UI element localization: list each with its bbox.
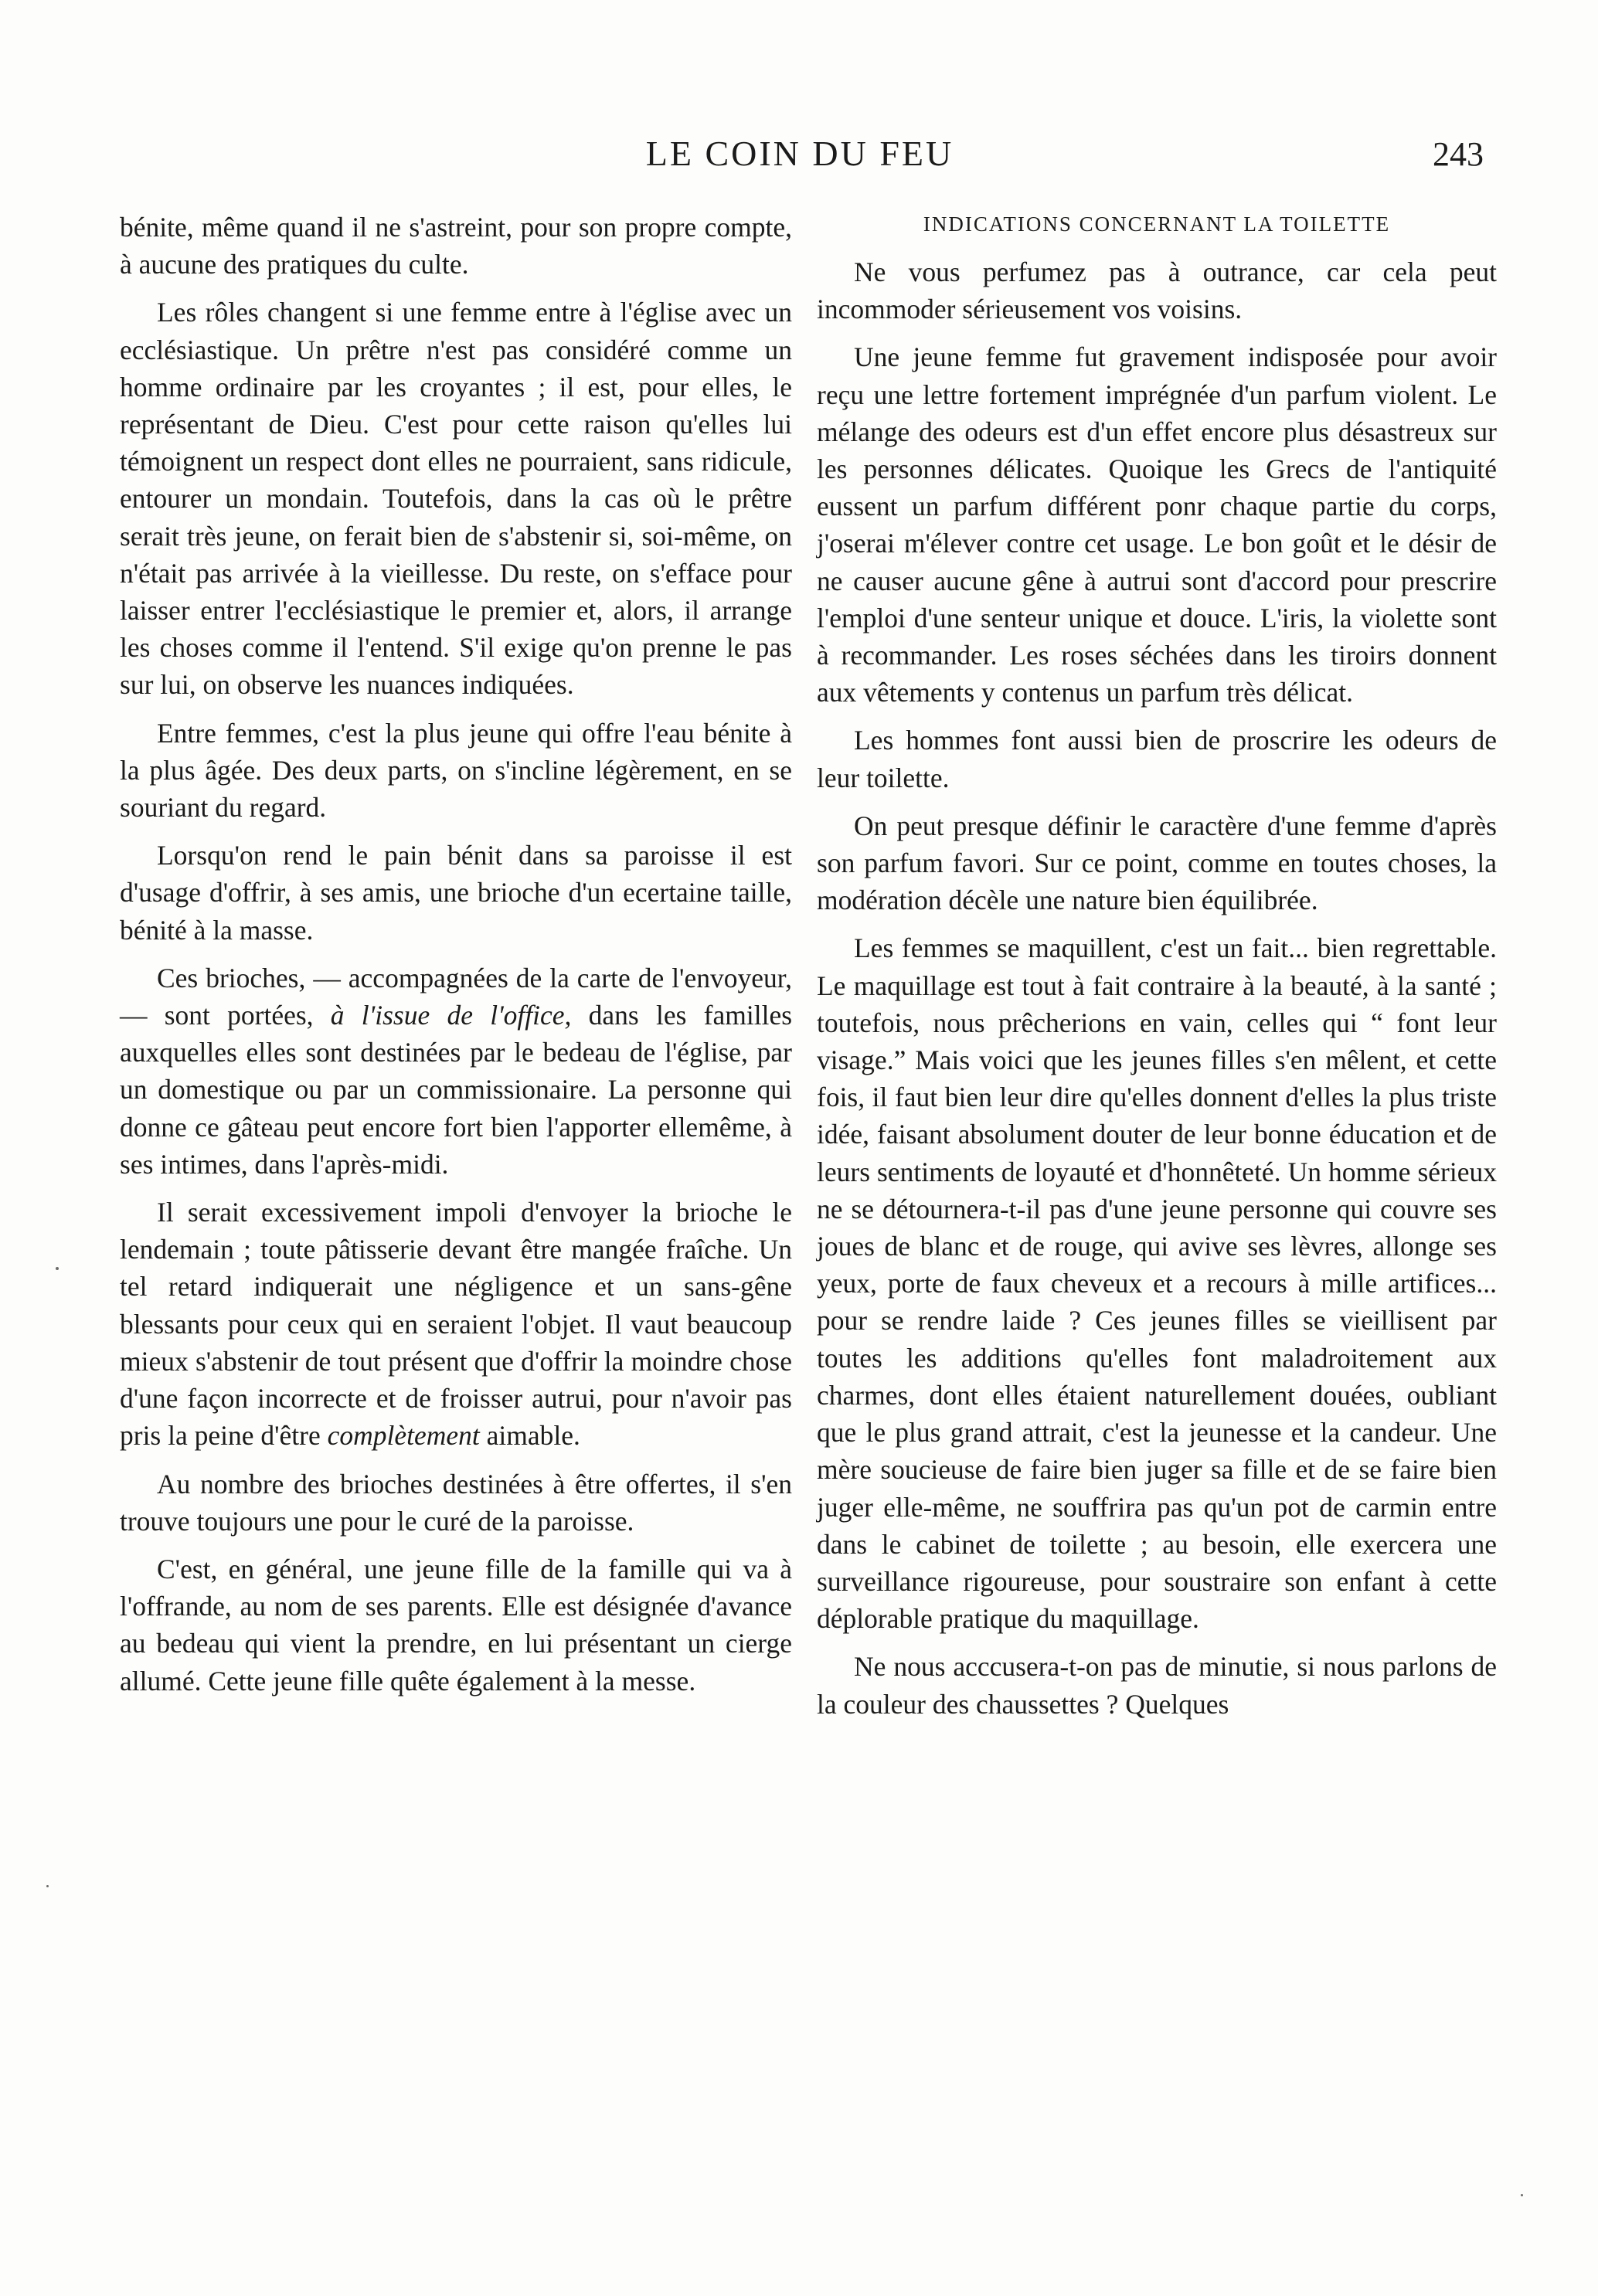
print-speck — [56, 1267, 59, 1270]
paragraph: Les rôles changent si une femme entre à l'église avec un ecclésiastique. Un prêtre n'est pas considéré comme un homme ordinaire par les croyantes ; il est, pour elles, le représentant de Dieu. C'est pour cette raison qu'elles lui témoignent un respect dont elles ne pourraient, sans ridicule, entourer un mondain. Toutefois, dans la cas où le prêtre serait très jeune, on ferait bien de s'abstenir si, soi-même, on n'était pas arrivée à la vieillesse. Du reste, on s'efface pour laisser entrer l'ecclésiastique le premier et, alors, il arrange les choses comme il l'entend. S'il exige qu'on prenne le pas sur lui, on observe les nuances indiquées. — [120, 297, 792, 701]
section-heading: INDICATIONS CONCERNANT LA TOILETTE — [923, 212, 1391, 236]
paragraph: Entre femmes, c'est la plus jeune qui offre l'eau bénite à la plus âgée. Des deux parts, on s'incline légèrement, en se souriant du regard. — [120, 717, 792, 824]
right-column — [817, 209, 1497, 1734]
paragraph — [120, 959, 792, 1183]
paragraph: bénite, même quand il ne s'astreint, pour son propre compte, à aucune des pratiques du culte. — [120, 212, 792, 280]
left-column — [120, 209, 792, 1710]
italic-phrase: complètement — [327, 1420, 480, 1452]
paragraph: Une jeune femme fut gravement indisposée pour avoir reçu une lettre fortement imprégnée d'un parfum violent. Le mélange des odeurs est d'un effet encore plus désastreux sur les personnes délicates. Quoique les Grecs de l'antiquité eussent un parfum différent ponr chaque partie du corps, j'oserai m'élever contre cet usage. Le bon goût et le désir de ne causer aucune gêne à autrui sont d'accord pour prescrire l'emploi d'une senteur unique et douce. L'iris, la violette sont à recommander. Les roses séchées dans les tiroirs donnent aux vêtements y contenus un parfum très délicat. — [817, 341, 1497, 708]
paragraph: Lorsqu'on rend le pain bénit dans sa paroisse il est d'usage d'offrir, à ses amis, une brioche d'un ecertaine taille, bénité à la masse. — [120, 840, 792, 946]
paragraph: Au nombre des brioches destinées à être offertes, il s'en trouve toujours une pour le curé de la paroisse. — [120, 1468, 792, 1537]
italic-phrase: à l'issue de l'office, — [330, 1000, 572, 1031]
paragraph: C'est, en général, une jeune fille de la famille qui va à l'offrande, au nom de ses parents. Elle est désignée d'avance au bedeau qui vient la prendre, en lui présentant un cierge allumé. Cette jeune fille quête également à la messe. — [120, 1553, 792, 1697]
paragraph-text: Il serait excessivement impoli d'envoyer la brioche le lendemain ; toute pâtisserie devant être mangée fraîche. Un tel retard indiquerait une négligence et un sans-gêne blessants pour ceux qui en seraient l'objet. Il vaut beaucoup mieux s'abstenir de tout présent que d'offrir la moindre chose d'une façon incorrecte et de froisser autrui, pour n'avoir pas pris la peine d'être — [120, 1197, 792, 1452]
paragraph-text: aimable. — [486, 1420, 580, 1452]
paragraph: Les hommes font aussi bien de proscrire les odeurs de leur toilette. — [817, 725, 1497, 793]
paragraph-text: dans les familles auxquelles elles sont destinées par le bedeau de l'église, par un domestique ou par un commissionaire. La personne qui donne ce gâteau peut encore fort bien l'apporter ellemême, à ses intimes, dans l'après-midi. — [120, 1000, 793, 1180]
print-speck — [46, 1885, 49, 1887]
paragraph: Les femmes se maquillent, c'est un fait... bien regrettable. Le maquillage est tout à fait contraire à la beauté, à la santé ; toutefois, nous prêcherions en vain, celles qui “ font leur visage.” Mais voici que les jeunes filles s'en mêlent, et cette fois, il faut bien leur dire qu'elles donnent d'elles la plus triste idée, faisant absolument douter de leur bonne éducation et de leurs sentiments de loyauté et d'honnêteté. Un homme sérieux ne se détournera-t-il pas d'une jeune personne qui couvre ses joues de blanc et de rouge, qui avive ses lèvres, allonge ses yeux, porte de faux cheveux et a recours à mille artifices... pour se rendre laide ? Ces jeunes filles se vieillisent par toutes les additions qu'elles font maladroitement aux charmes, dont elles étaient naturellement douées, oubliant que le plus grand attrait, c'est la jeunesse et la candeur. Une mère soucieuse de faire bien juger sa fille et de se faire bien juger elle-même, ne souffrira pas qu'un pot de carmin entre dans le cabinet de toilette ; au besoin, elle exercera une surveillance rigoureuse, pour soustraire son enfant à cette déplorable pratique du maquillage. — [817, 932, 1497, 1635]
paragraph-text: Ces brioches, — accompagnées de la carte de l'envoyeur, — sont portées, — [120, 962, 792, 1031]
paragraph: Ne vous perfumez pas à outrance, car cela peut incommoder sérieusement vos voisins. — [817, 256, 1497, 325]
page-number: 243 — [1433, 135, 1484, 173]
print-speck — [1521, 2194, 1523, 2196]
running-title: LE COIN DU FEU — [645, 134, 954, 173]
paragraph: On peut presque définir le caractère d'une femme d'après son parfum favori. Sur ce point, comme en toutes choses, la modération décèle une nature bien équilibrée. — [817, 810, 1497, 916]
paragraph — [120, 1194, 792, 1454]
running-head — [116, 133, 1484, 179]
paragraph: Ne nous acccusera-t-on pas de minutie, si nous parlons de la couleur des chaussettes ? Quelques — [817, 1651, 1497, 1720]
